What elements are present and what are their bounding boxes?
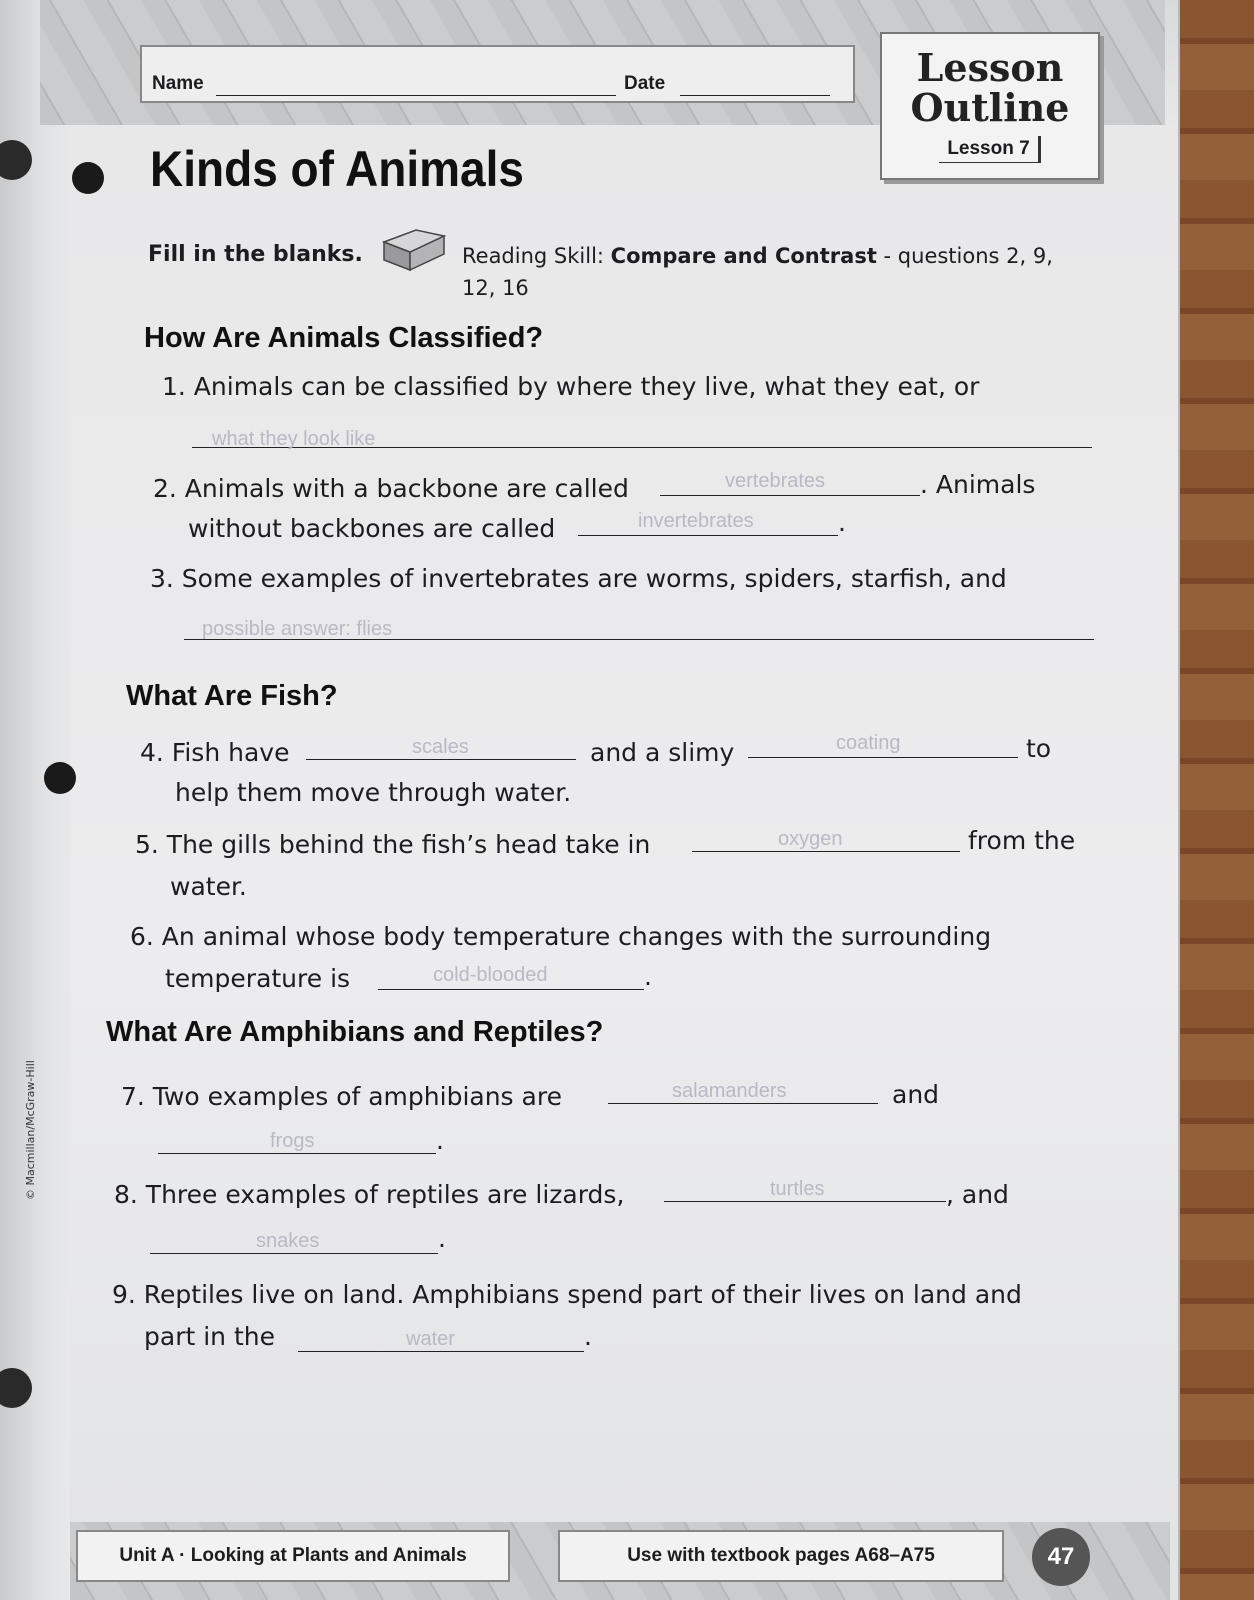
answer-text: turtles <box>770 1178 825 1200</box>
skill-prefix: Reading Skill: <box>462 244 611 268</box>
punct: . <box>838 508 846 537</box>
question-4: 4. Fish have <box>140 738 290 767</box>
punct: . <box>438 1224 446 1253</box>
question-5-cont: from the <box>968 826 1076 855</box>
page-title: Kinds of Animals <box>150 141 525 197</box>
answer-text: water <box>406 1328 455 1350</box>
section-heading-fish: What Are Fish? <box>126 680 338 712</box>
answer-text: vertebrates <box>725 470 826 492</box>
question-6: 6. An animal whose body temperature changes with the surrounding <box>130 922 992 951</box>
date-line[interactable] <box>680 95 830 96</box>
footer-textbook-pages: Use with textbook pages A68–A75 <box>558 1530 1004 1582</box>
answer-text: salamanders <box>672 1080 787 1102</box>
question-7: 7. Two examples of amphibians are <box>121 1082 562 1111</box>
question-3: 3. Some examples of invertebrates are worms, spiders, starfish, and <box>150 564 1007 593</box>
punct: . <box>436 1126 444 1155</box>
section-heading-classified: How Are Animals Classified? <box>144 322 544 354</box>
lesson-outline-box <box>880 32 1100 180</box>
question-1: 1. Animals can be classified by where they live, what they eat, or <box>162 372 980 401</box>
question-9: 9. Reptiles live on land. Amphibians spend part of their lives on land and <box>112 1280 1022 1309</box>
punct: . <box>584 1322 592 1351</box>
question-5: 5. The gills behind the fish’s head take in <box>135 830 651 859</box>
date-label: Date <box>624 73 666 94</box>
lesson-title-1: Lesson <box>916 45 1064 90</box>
copyright-text: © Macmillan/McGraw-Hill <box>24 1060 37 1200</box>
answer-text: frogs <box>270 1130 315 1152</box>
book-icon <box>380 228 450 278</box>
answer-text: coating <box>836 732 901 754</box>
question-2: 2. Animals with a backbone are called <box>153 474 629 503</box>
reading-skill <box>462 244 1053 268</box>
section-heading-amphibians: What Are Amphibians and Reptiles? <box>106 1016 604 1048</box>
question-4-cont: and a slimy <box>590 738 735 767</box>
bullet-dot <box>44 762 76 794</box>
answer-text: scales <box>412 736 469 758</box>
answer-text: cold-blooded <box>433 964 548 986</box>
question-5-line2: water. <box>170 872 247 901</box>
answer-text: what they look like <box>212 428 376 450</box>
punct: . <box>644 962 652 991</box>
lesson-number: Lesson 7 <box>939 136 1040 163</box>
question-4-line2: help them move through water. <box>175 778 572 807</box>
instruction-fill: Fill in the blanks. <box>148 242 363 267</box>
reading-skill-line2: 12, 16 <box>462 276 529 300</box>
page-number: 47 <box>1032 1528 1090 1586</box>
question-6-line2: temperature is <box>165 964 351 993</box>
lesson-title-2: Outline <box>910 85 1070 130</box>
question-9-line2: part in the <box>144 1322 275 1351</box>
question-8: 8. Three examples of reptiles are lizards, <box>114 1180 625 1209</box>
answer-text: snakes <box>256 1230 320 1252</box>
question-2-cont: . Animals <box>920 470 1036 499</box>
name-line[interactable] <box>216 95 616 96</box>
bullet-dot <box>72 162 104 194</box>
skill-suffix: - questions 2, 9, <box>876 244 1053 268</box>
question-2-line2: without backbones are called <box>188 514 556 543</box>
question-7-and: and <box>892 1080 940 1109</box>
name-label: Name <box>152 73 204 94</box>
page-spine <box>0 0 70 1600</box>
answer-text: oxygen <box>778 828 843 850</box>
answer-text: invertebrates <box>638 510 754 532</box>
question-8-and: , and <box>946 1180 1009 1209</box>
name-date-bar <box>140 45 855 103</box>
question-4-to: to <box>1026 734 1052 763</box>
footer-unit: Unit A · Looking at Plants and Animals <box>76 1530 510 1582</box>
skill-name: Compare and Contrast <box>610 244 877 268</box>
answer-text: possible answer: flies <box>202 618 393 640</box>
